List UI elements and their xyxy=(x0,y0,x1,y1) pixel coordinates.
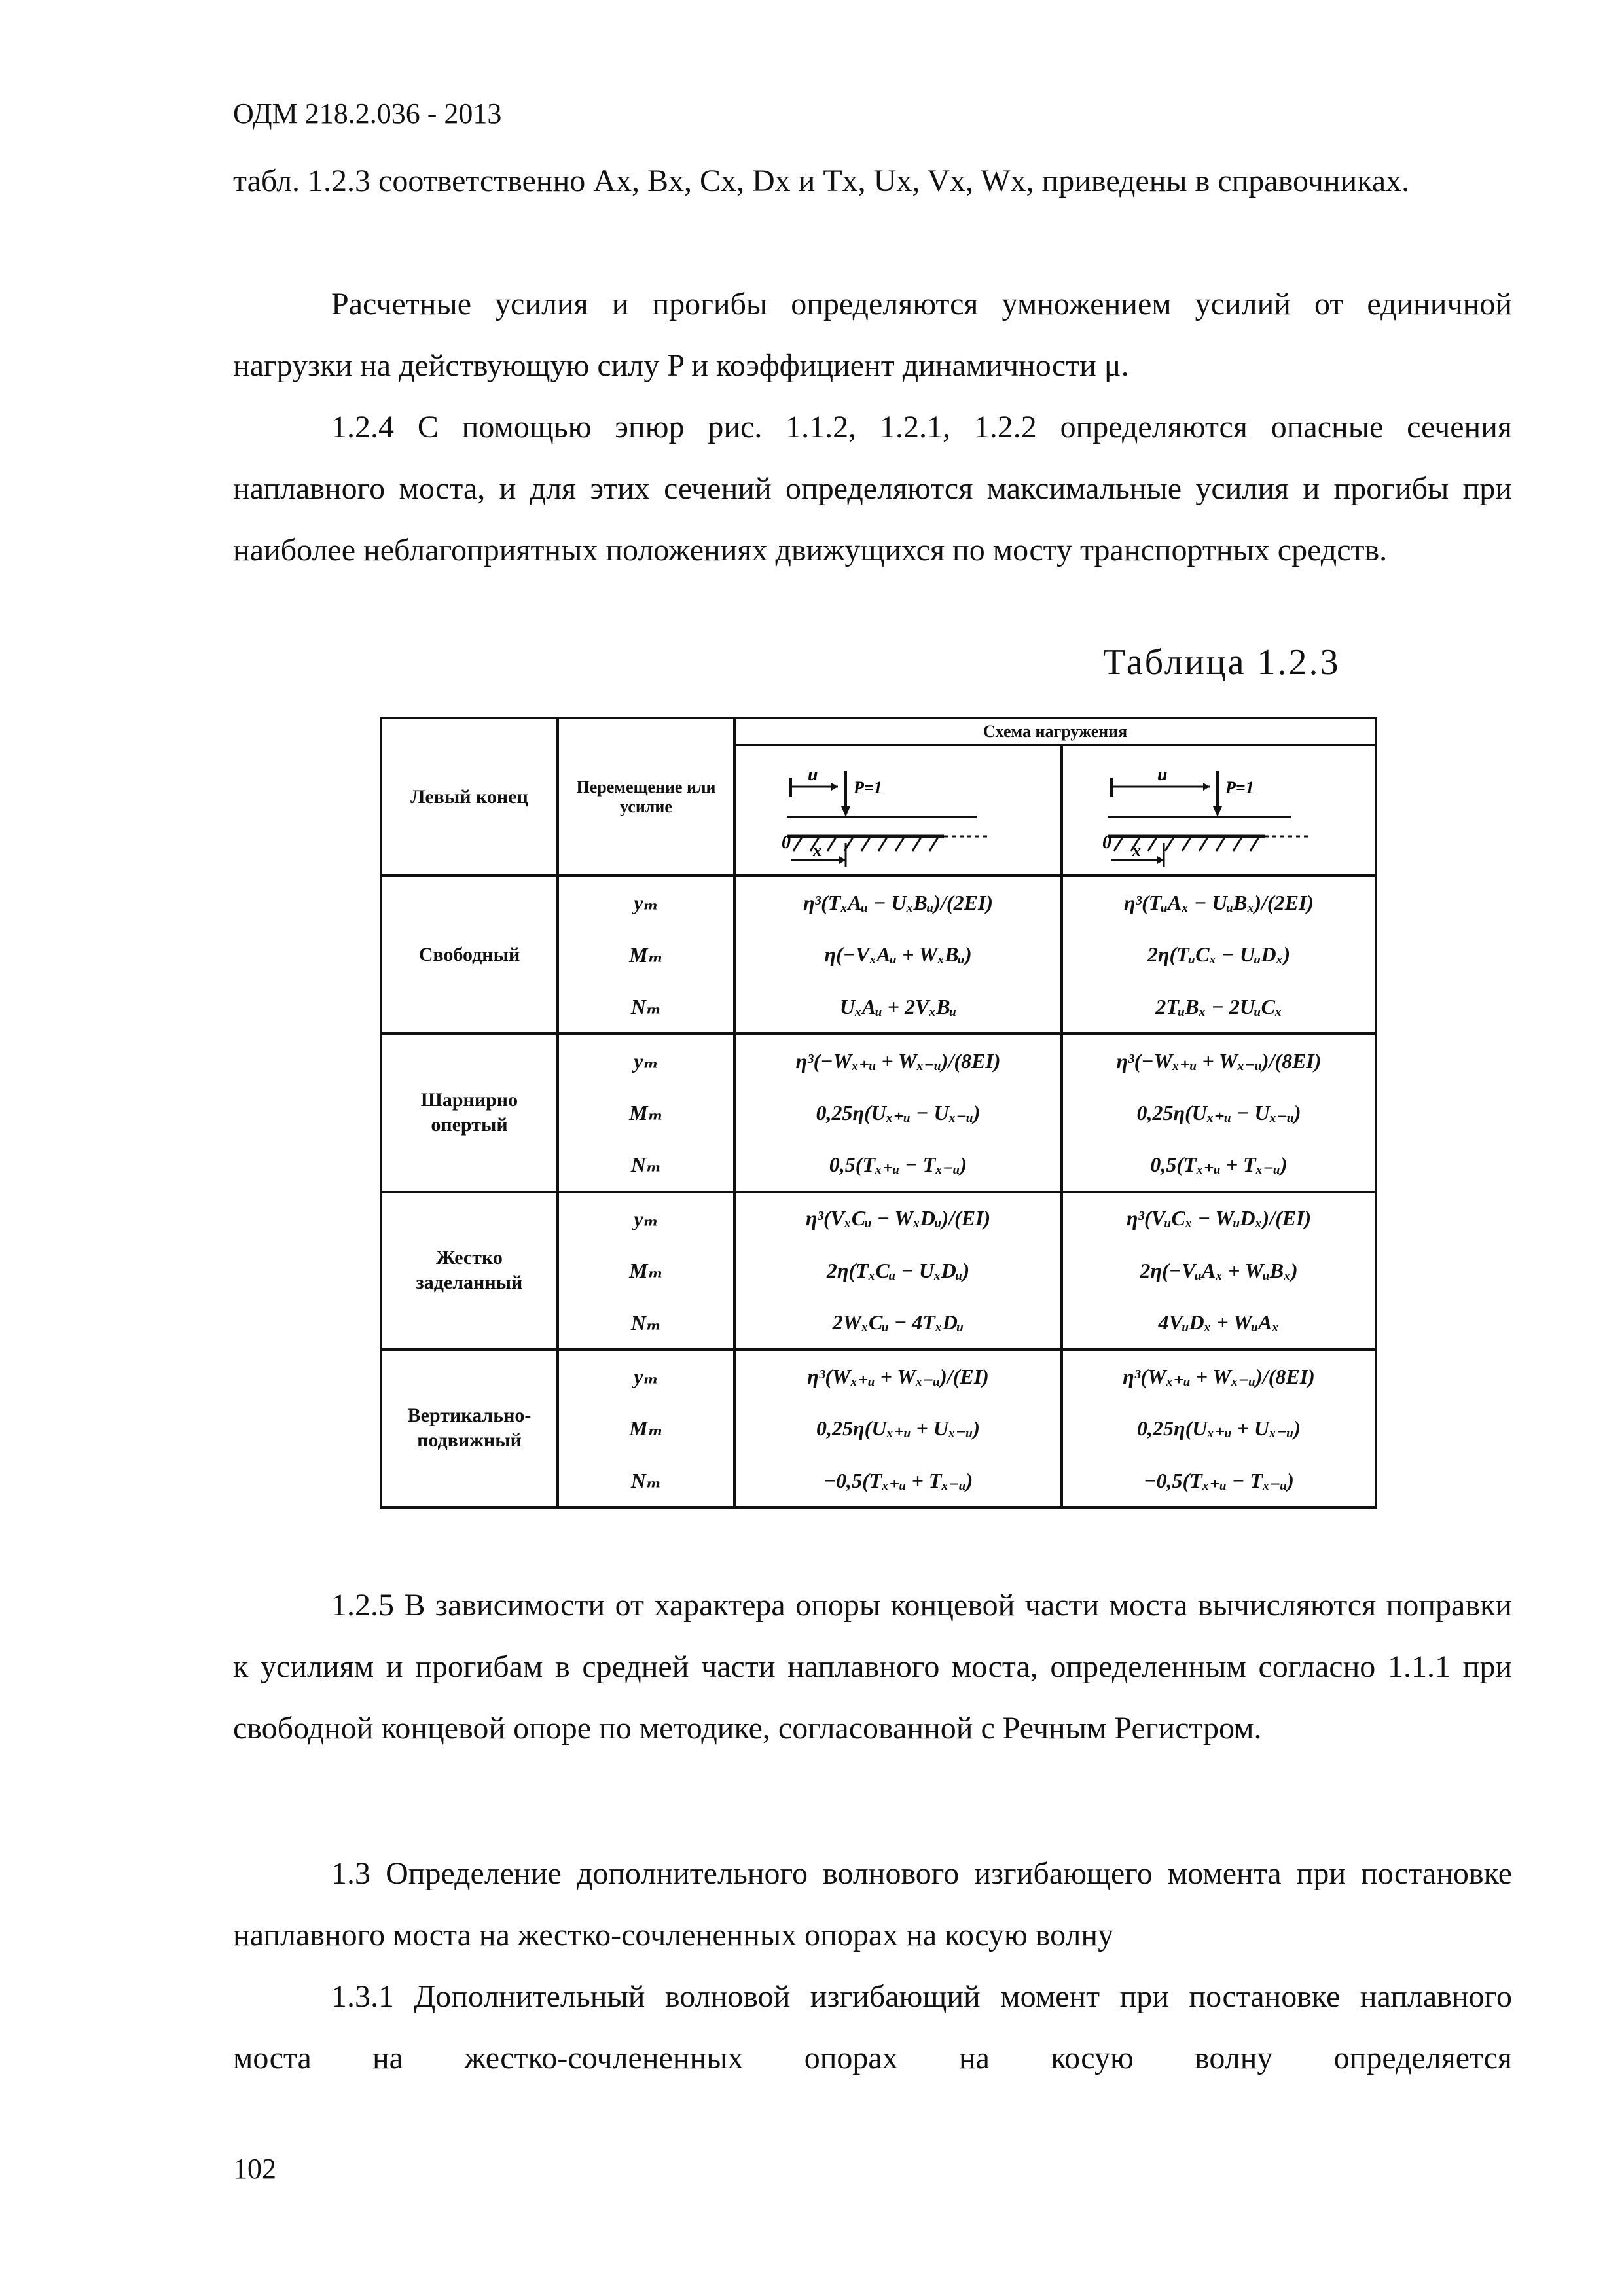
formula-a: η³(VₓCᵤ − WₓDᵤ)/(EI) xyxy=(734,1192,1062,1244)
header-quantity: Перемещение или усилие xyxy=(558,718,734,876)
quantity-symbol: Nₘ xyxy=(558,1139,734,1191)
formula-b: 0,25η(Uₓ₊ᵤ − Uₓ₋ᵤ) xyxy=(1062,1086,1376,1139)
quantity-symbol: yₘ xyxy=(558,1350,734,1402)
paragraph-1-2-5: 1.2.5 В зависимости от характера опоры концевой части моста вычисляются поправки к усилиям и прогибам в средней части наплавного моста, определенным согласно 1.1.1 при свободной концевой опоре по методике, согласованной с Речным Регистром. xyxy=(233,1588,1512,1746)
paragraph-design-forces: Расчетные усилия и прогибы определяются умножением усилий от единичной нагрузки на действующую силу P и коэффициент динамичности μ. xyxy=(233,287,1512,383)
loading-scheme-b-diagram xyxy=(1101,751,1337,869)
document-code: ОДМ 218.2.036 - 2013 xyxy=(233,98,502,130)
quantity-symbol: Nₘ xyxy=(558,1454,734,1507)
formula-a: η³(Wₓ₊ᵤ + Wₓ₋ᵤ)/(EI) xyxy=(734,1350,1062,1402)
formula-a: 2WₓCᵤ − 4TₓDᵤ xyxy=(734,1297,1062,1349)
formula-b: 2η(TᵤCₓ − UᵤDₓ) xyxy=(1062,929,1376,981)
origin-label-b: 0 xyxy=(1102,833,1111,853)
formula-a: 0,5(Tₓ₊ᵤ − Tₓ₋ᵤ) xyxy=(734,1139,1062,1191)
quantity-symbol: Mₘ xyxy=(558,1086,734,1139)
header-left-end: Левый конец xyxy=(381,718,558,876)
formula-b: −0,5(Tₓ₊ᵤ − Tₓ₋ᵤ) xyxy=(1062,1454,1376,1507)
quantity-symbol: Nₘ xyxy=(558,981,734,1033)
formula-a: η³(TₓAᵤ − UₓBᵤ)/(2EI) xyxy=(734,876,1062,928)
formula-b: 0,25η(Uₓ₊ᵤ + Uₓ₋ᵤ) xyxy=(1062,1402,1376,1454)
paragraph-1-3-1: 1.3.1 Дополнительный волновой изгибающий момент при постановке наплавного моста на жестко-сочлененных опорах на косую волну определяется xyxy=(233,1979,1512,2075)
group-name: Свободный xyxy=(381,876,558,1033)
quantity-symbol: yₘ xyxy=(558,1192,734,1244)
x-label-a: x xyxy=(813,841,821,861)
loading-table xyxy=(380,717,1377,1509)
formula-b: η³(VᵤCₓ − WᵤDₓ)/(EI) xyxy=(1062,1192,1376,1244)
formula-b: 2TᵤBₓ − 2UᵤCₓ xyxy=(1062,981,1376,1033)
group-name: Шарнирно опертый xyxy=(381,1033,558,1191)
u-label-a: u xyxy=(808,764,818,785)
paragraph-1-2-4: 1.2.4 С помощью эпюр рис. 1.1.2, 1.2.1, 1.2.2 определяются опасные сечения наплавного моста, и для этих сечений определяются максимальные усилия и прогибы при наиболее неблагоприятных положениях движущихся по мосту транспортных средств. xyxy=(233,410,1512,567)
quantity-symbol: yₘ xyxy=(558,1033,734,1086)
formula-b: 0,5(Tₓ₊ᵤ + Tₓ₋ᵤ) xyxy=(1062,1139,1376,1191)
header-loading-scheme: Схема нагружения xyxy=(734,718,1376,745)
formula-a: η(−VₓAᵤ + WₓBᵤ) xyxy=(734,929,1062,981)
formula-a: −0,5(Tₓ₊ᵤ + Tₓ₋ᵤ) xyxy=(734,1454,1062,1507)
formula-a: UₓAᵤ + 2VₓBᵤ xyxy=(734,981,1062,1033)
group-name: Вертикально-подвижный xyxy=(381,1350,558,1507)
quantity-symbol: Mₘ xyxy=(558,1244,734,1297)
formula-b: η³(−Wₓ₊ᵤ + Wₓ₋ᵤ)/(8EI) xyxy=(1062,1033,1376,1086)
formula-b: 4VᵤDₓ + WᵤAₓ xyxy=(1062,1297,1376,1349)
u-label-b: u xyxy=(1157,764,1168,785)
table-caption: Таблица 1.2.3 xyxy=(1103,642,1341,683)
x-label-b: x xyxy=(1132,841,1141,861)
p-label-b: P=1 xyxy=(1225,778,1254,798)
paragraph-table-reference: табл. 1.2.3 соответственно Ax, Bx, Cx, Dx и Tx, Ux, Vx, Wx, приведены в справочниках. xyxy=(233,164,1410,198)
formula-b: η³(TᵤAₓ − UᵤBₓ)/(2EI) xyxy=(1062,876,1376,928)
quantity-symbol: Mₘ xyxy=(558,929,734,981)
quantity-symbol: Nₘ xyxy=(558,1297,734,1349)
paragraph-1-3-heading: 1.3 Определение дополнительного волнового изгибающего момента при постановке наплавного моста на жестко-сочлененных опорах на косую волну xyxy=(233,1856,1512,1952)
formula-a: 2η(TₓCᵤ − UₓDᵤ) xyxy=(734,1244,1062,1297)
quantity-symbol: yₘ xyxy=(558,876,734,928)
formula-b: 2η(−VᵤAₓ + WᵤBₓ) xyxy=(1062,1244,1376,1297)
formula-a: η³(−Wₓ₊ᵤ + Wₓ₋ᵤ)/(8EI) xyxy=(734,1033,1062,1086)
formula-a: 0,25η(Uₓ₊ᵤ − Uₓ₋ᵤ) xyxy=(734,1086,1062,1139)
page-number: 102 xyxy=(233,2153,276,2185)
group-name: Жестко заделанный xyxy=(381,1192,558,1350)
formula-a: 0,25η(Uₓ₊ᵤ + Uₓ₋ᵤ) xyxy=(734,1402,1062,1454)
origin-label-a: 0 xyxy=(782,833,791,853)
formula-b: η³(Wₓ₊ᵤ + Wₓ₋ᵤ)/(8EI) xyxy=(1062,1350,1376,1402)
loading-scheme-a-diagram xyxy=(780,751,1016,869)
quantity-symbol: Mₘ xyxy=(558,1402,734,1454)
p-label-a: P=1 xyxy=(854,778,882,798)
scheme-cell-a xyxy=(734,745,1062,876)
scheme-cell-b xyxy=(1062,745,1376,876)
